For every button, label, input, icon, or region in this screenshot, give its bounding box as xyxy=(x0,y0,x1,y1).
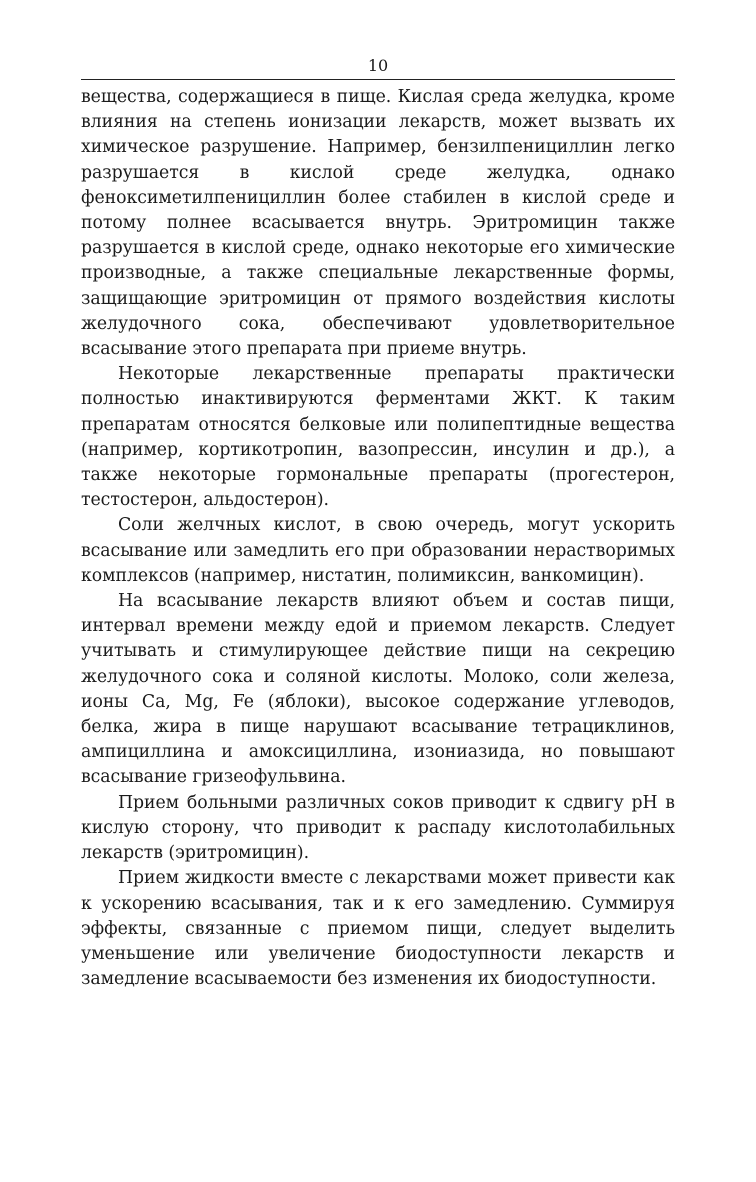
paragraph: На всасывание лекарств влияют объем и состав пищи, интервал времени между едой и приемом лекарств. Следует учитывать и стимулирующее действие пищи на секрецию желудочного сока и соляной кислоты. Молоко, соли железа, ионы Ca, Mg, Fe (яблоки), высокое содержание углеводов, белка, жира в пище нарушают всасывание тетрациклинов, ампициллина и амоксициллина, изониазида, но повышают всасывание гризеофульвина. xyxy=(81,591,675,788)
paragraph: вещества, содержащиеся в пище. Кислая среда желудка, кроме влияния на степень ионизации лекарств, может вызвать их химическое разрушение. Например, бензилпенициллин легко разрушается в кислой среде желудка, однако феноксиметилпенициллин более стабилен в кислой среде и потому полнее всасывается внутрь. Эритромицин также разрушается в кислой среде, однако некоторые его химические производные, а также специальные лекарственные формы, защищающие эритромицин от прямого воздействия кислоты желудочного сока, обеспечивают удовлетворительное всасывание этого препарата при приеме внутрь. xyxy=(81,87,675,360)
paragraph: Соли желчных кислот, в свою очередь, могут ускорить всасывание или замедлить его при образовании нерастворимых комплексов (например, нистатин, полимиксин, ванкомицин). xyxy=(81,515,675,586)
paragraph: Прием больными различных соков приводит к сдвигу pH в кислую сторону, что приводит к распаду кислотолабильных лекарств (эритромицин). xyxy=(81,792,675,864)
paragraph: Прием жидкости вместе с лекарствами может привести как к ускорению всасывания, так и к его замедлению. Суммируя эффекты, связанные с приемом пищи, следует выделить уменьшение или увеличение биодоступности лекарств и замедление всасываемости без изменения их биодоступности. xyxy=(81,868,675,990)
book-page xyxy=(81,55,675,992)
page-header xyxy=(81,55,675,80)
page-number: 10 xyxy=(367,56,389,75)
paragraph: Некоторые лекарственные препараты практически полностью инактивируются ферментами ЖКТ. К таким препаратам относятся белковые или полипептидные вещества (например, кортикотропин, вазопрессин, инсулин и др.), а также некоторые гормональные препараты (прогестерон, тестостерон, альдостерон). xyxy=(81,364,675,511)
body-text xyxy=(81,85,675,992)
